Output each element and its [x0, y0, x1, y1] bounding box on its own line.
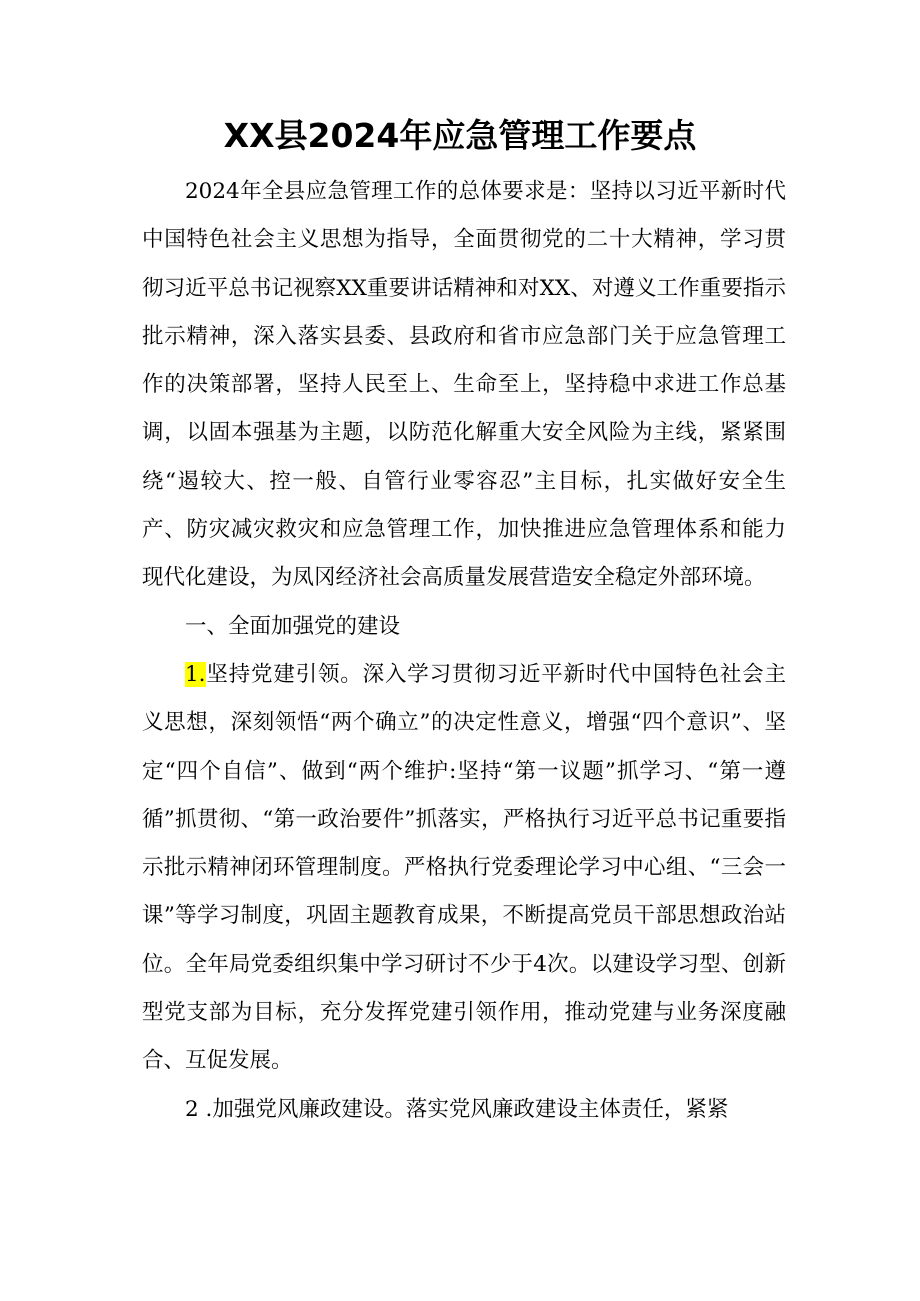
document-body: [142, 168, 786, 1134]
paragraph-party-leadership-text: 坚持党建引领。深入学习贯彻习近平新时代中国特色社会主义思想，深刻领悟“两个确立”的决定性意义，增强“四个意识”、坚定“四个自信”、做到“两个维护:坚持“第一议题”抓学习、“第一遵循”抓贯彻、“第一政治要件”抓落实，严格执行习近平总书记重要指示批示精神闭环管理制度。严格执行党委理论学习中心组、“三会一课”等学习制度，巩固主题教育成果，不断提高党员干部思想政治站位。全年局党委组织集中学习研讨不少于4次。以建设学习型、创新型党支部为目标，充分发挥党建引领作用，推动党建与业务深度融合、互促发展。: [142, 661, 786, 1074]
section-heading-party-building: 一、全面加强党的建设: [185, 613, 401, 639]
document-title: XX县2024年应急管理工作要点: [223, 116, 697, 155]
paragraph-party-leadership: [142, 651, 786, 1086]
paragraph-general-requirements: 2024年全县应急管理工作的总体要求是：坚持以习近平新时代中国特色社会主义思想为指导，全面贯彻党的二十大精神，学习贯彻习近平总书记视察XX重要讲话精神和对XX、对遵义工作重要指示批示精神，深入落实县委、县政府和省市应急部门关于应急管理工作的决策部署，坚持人民至上、生命至上，坚持稳中求进工作总基调，以固本强基为主题，以防范化解重大安全风险为主线，紧紧围绕“遏较大、控一般、自管行业零容忍”主目标，扎实做好安全生产、防灾减灾救灾和应急管理工作，加快推进应急管理体系和能力现代化建设，为凤冈经济社会高质量发展营造安全稳定外部环境。: [142, 179, 786, 591]
highlighted-item-number: 1.: [185, 661, 206, 687]
paragraph-clean-governance: 2 .加强党风廉政建设。落实党风廉政建设主体责任，紧紧: [185, 1096, 729, 1122]
